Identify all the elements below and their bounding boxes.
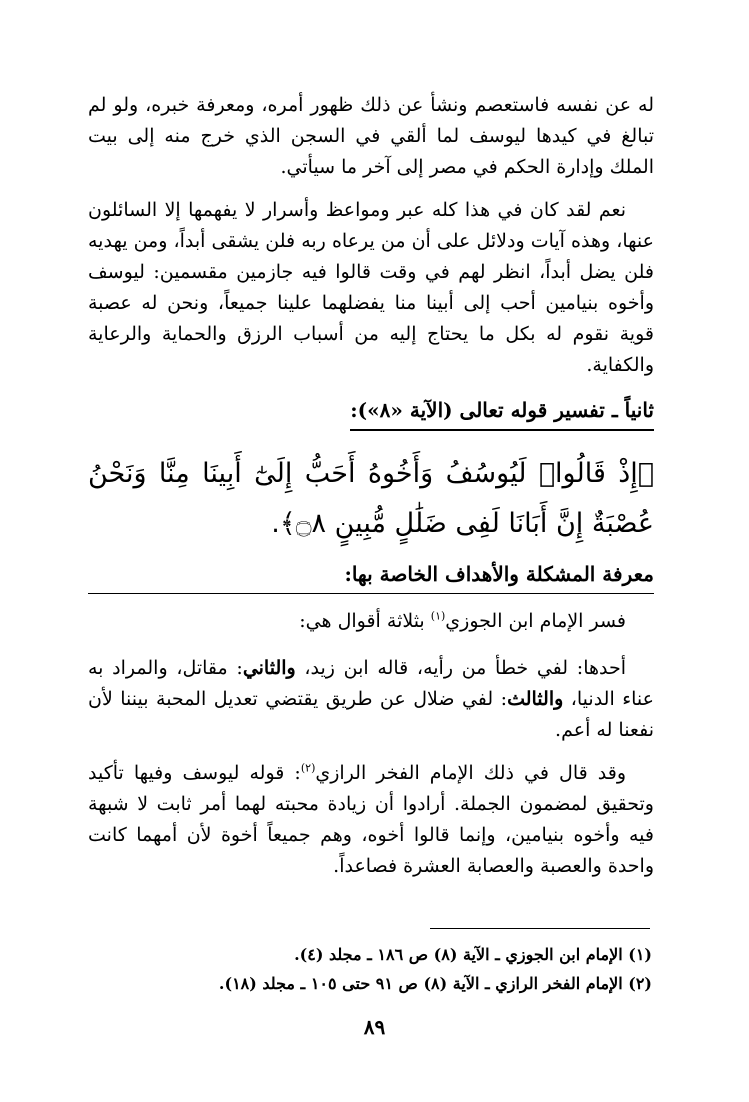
footnote-ref-2[interactable]: (٢) [300, 761, 316, 775]
paragraph-4-text-end: : قوله ليوسف وفيها تأكيد وتحقيق لمضمون الجملة. أرادوا أن زيادة محبته لهما أمر ثابت لا شبهة فيه وأخوه بنيامين، وإنما قالوا أخوه، وهم جميعاً أخوة لأن أمهما كانت واحدة والعصبة والعصابة العشرة فصاعداً. [88, 762, 654, 877]
paragraph-4-text: وقد قال في ذلك الإمام الفخر الرازي [315, 762, 626, 784]
page-body [88, 90, 654, 894]
opinion-text-3: : لفي ضلال عن طريق يقتضي تعديل المحبة بيننا لأن نفعنا له أعم. [88, 688, 654, 741]
opinion-label-1: أحدها [583, 657, 626, 679]
paragraph-1: له عن نفسه فاستعصم ونشأ عن ذلك ظهور أمره، ومعرفة خبره، ولو لم تبالغ في كيدها ليوسف لما ألقي في السجن الذي خرج منه إلى بيت الملك وإدارة الحكم في مصر إلى آخر ما سيأتي. [88, 94, 654, 178]
footnote-divider [430, 928, 650, 929]
page-number: ٨٩ [363, 1015, 386, 1039]
opinion-label-3: والثالث [507, 688, 564, 710]
section-heading-problem: معرفة المشكلة والأهداف الخاصة بها: [88, 559, 654, 594]
opinion-label-2: والثاني [242, 657, 296, 679]
intro-text-end: بثلاثة أقوال هي: [299, 610, 431, 632]
footnote-1: (١) الإمام ابن الجوزي ـ الآية (٨) ص ١٨٦ ـ مجلد (٤). [294, 945, 652, 964]
opinion-text-1: : لفي خطأ من رأيه، قاله ابن زيد، [295, 657, 584, 679]
opinion-text-2: : مقاتل، والمراد به عناء الدنيا، [88, 657, 655, 710]
footnote-2: (٢) الإمام الفخر الرازي ـ الآية (٨) ص ٩١ حتى ١٠٥ ـ مجلد (١٨). [218, 974, 652, 993]
paragraph-2-text: نعم لقد كان في هذا كله عبر ومواعظ وأسرار لا يفهمها إلا السائلون عنها، وهذه آيات ودلائل على أن من يرعاه ربه فلن يشقى أبداً، ومن يهديه فلن يضل أبداً، انظر لهم في وقت قالوا فيه جازمين مقسمين: ليوسف وأخوه بنيامين أحب إلى أبينا منا يفضلهما علينا جميعاً، ونحن له عصبة قوية نقوم له بكل ما يحتاج إليه من أسباب الرزق والحماية والرعاية والكفاية. [88, 199, 654, 376]
intro-text: فسر الإمام ابن الجوزي [445, 610, 626, 632]
paragraph-2 [88, 195, 654, 381]
quran-verse: ﴿إِذْ قَالُوا۟ لَيُوسُفُ وَأَخُوهُ أَحَبُّ إِلَىٰٓ أَبِينَا مِنَّا وَنَحْنُ عُصْبَةٌ إِنَّ أَبَانَا لَفِى ضَلَٰلٍ مُّبِينٍ ۝٨﴾. [88, 458, 654, 539]
paragraph-3 [88, 653, 654, 746]
intro-line [88, 606, 654, 637]
section-heading-verse-8: ثانياً ـ تفسير قوله تعالى (الآية «٨»): [350, 395, 654, 431]
footnote-ref-1[interactable]: (١) [430, 609, 446, 623]
footnotes [90, 940, 652, 998]
paragraph-4 [88, 758, 654, 882]
